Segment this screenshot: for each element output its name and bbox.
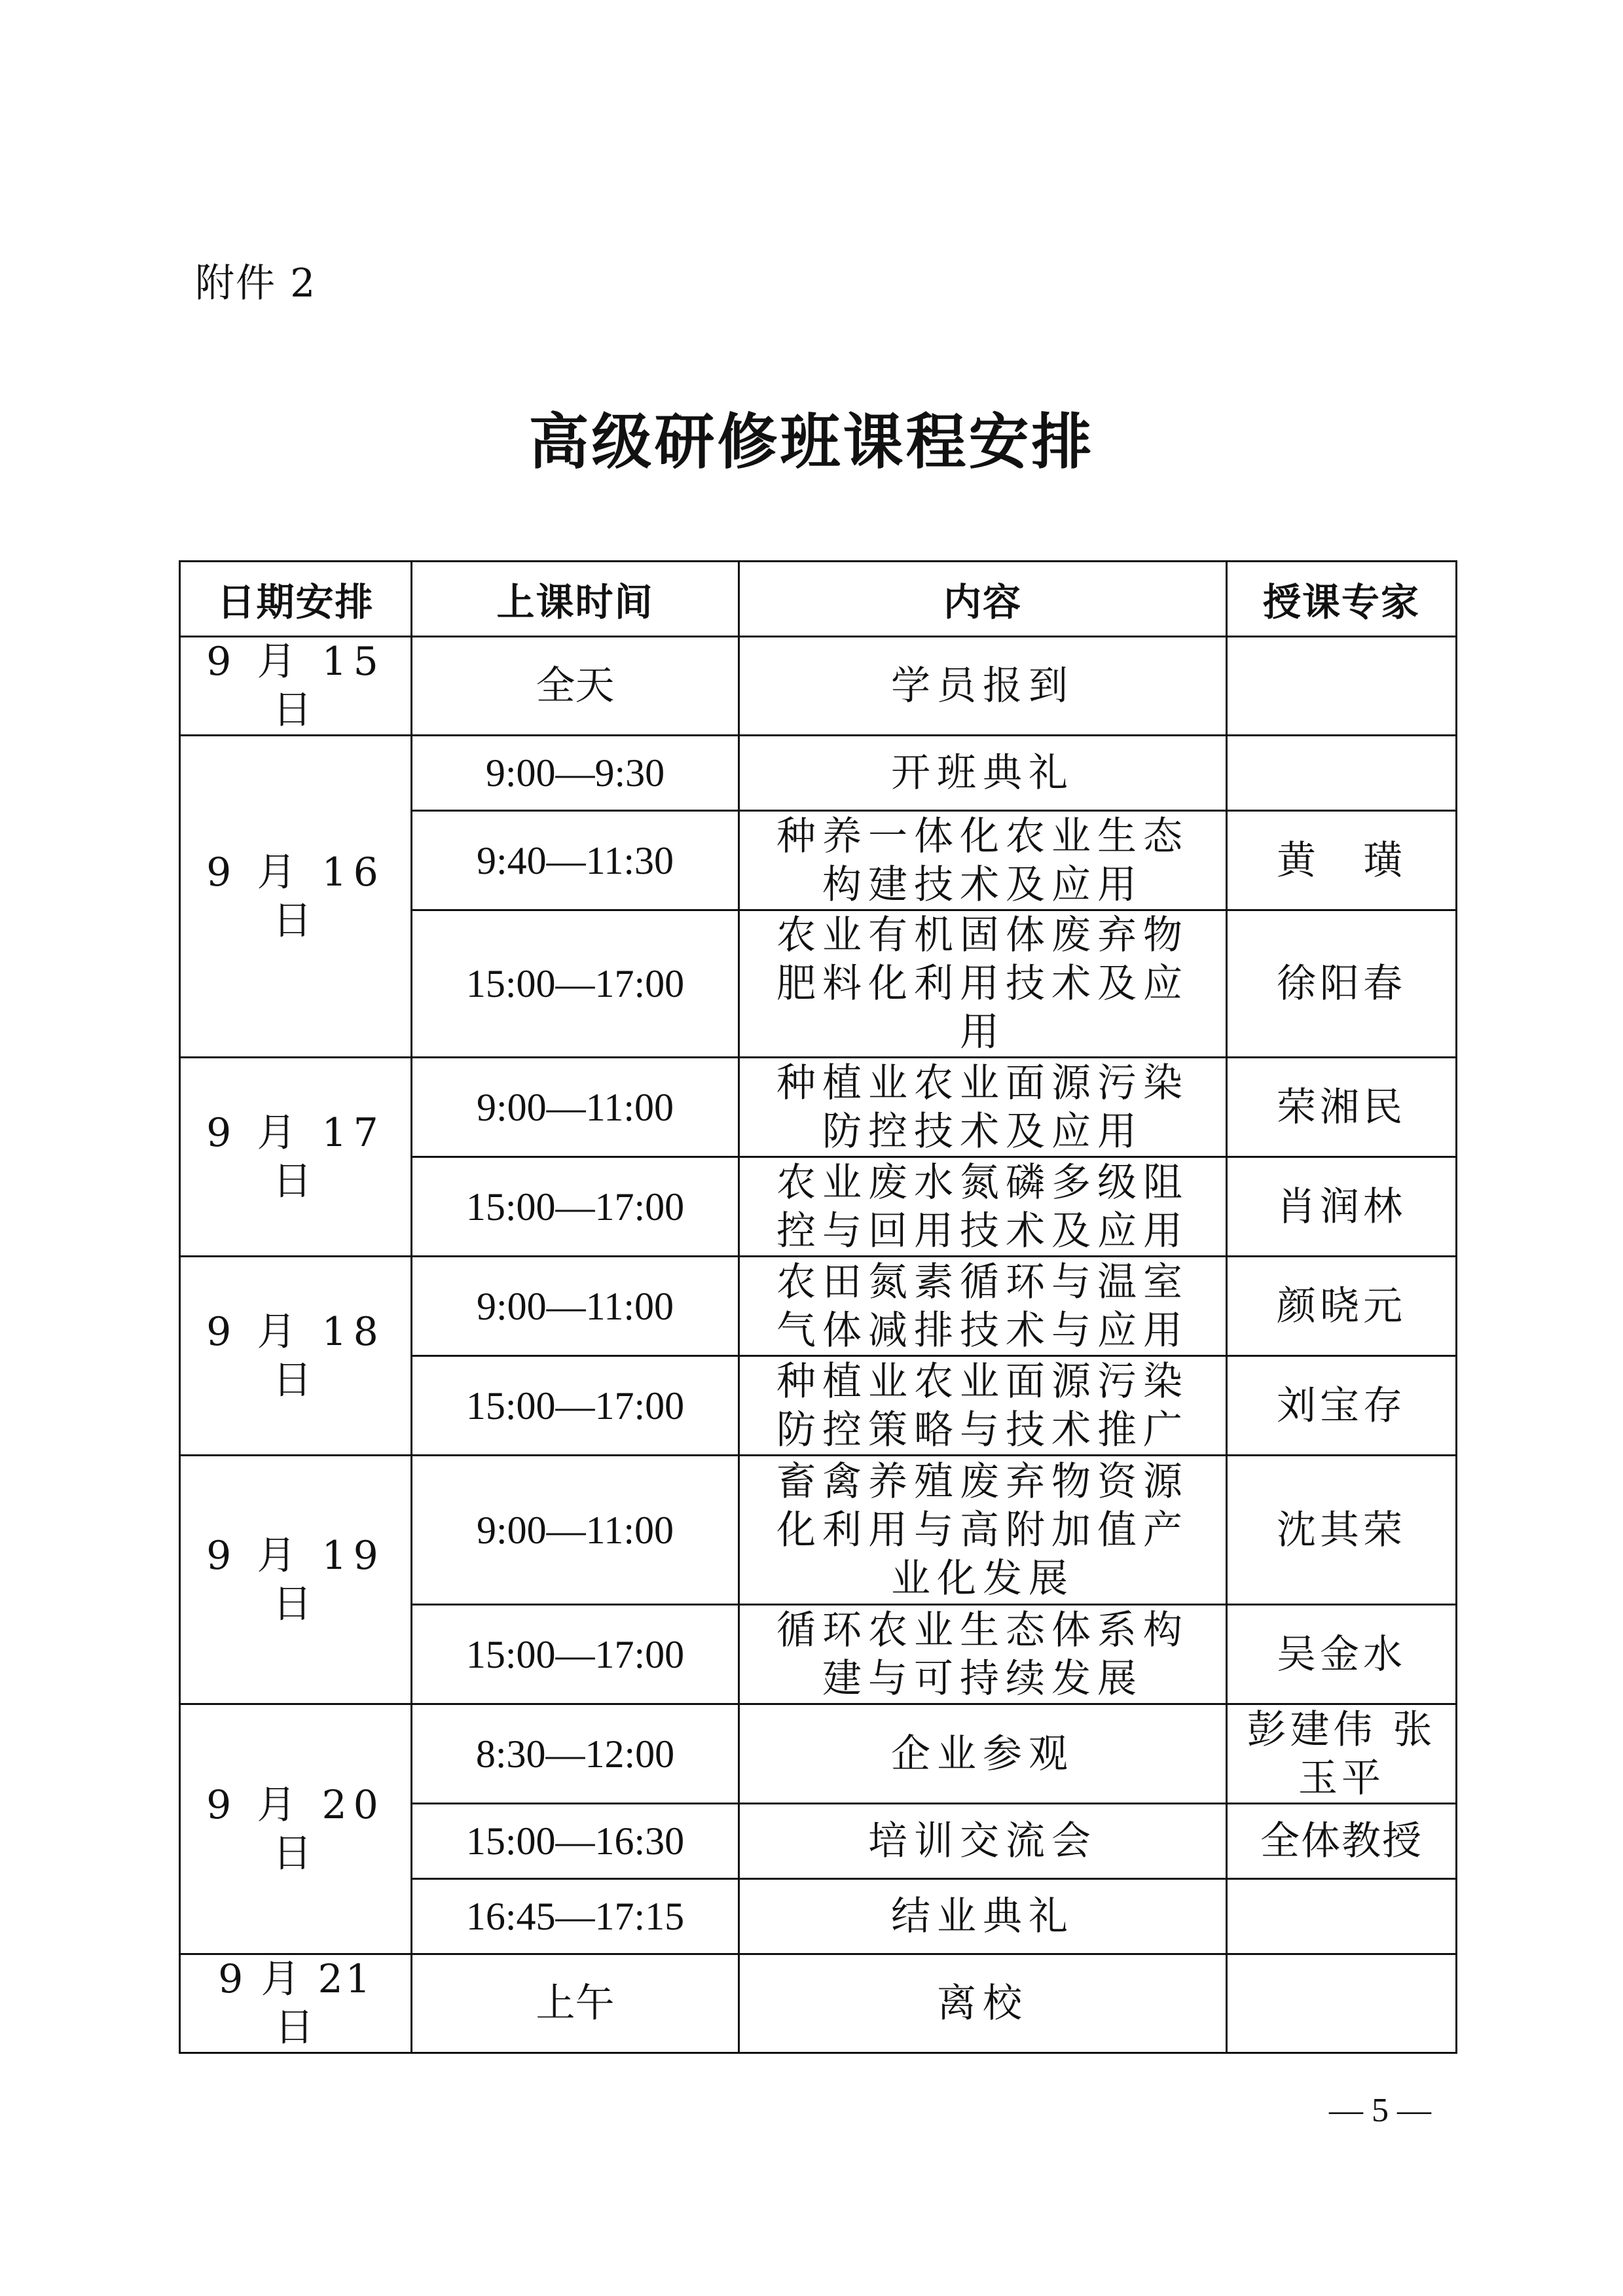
- table-row: [180, 637, 1457, 736]
- content-cell: 农业有机固体废弃物肥料化利用技术及应用: [739, 910, 1227, 1058]
- date-cell: 9 月 21 日: [180, 1954, 412, 2053]
- content-cell: 种养一体化农业生态构建技术及应用: [739, 811, 1227, 910]
- time-cell: 15:00—17:00: [412, 1356, 739, 1456]
- time-cell: 9:00—11:00: [412, 1456, 739, 1605]
- content-cell: 培训交流会: [739, 1804, 1227, 1879]
- table-row: [180, 736, 1457, 811]
- table-row: [180, 1058, 1457, 1157]
- content-cell: 农田氮素循环与温室气体减排技术与应用: [739, 1257, 1227, 1356]
- expert-cell: 彭建伟 张玉平: [1227, 1704, 1457, 1804]
- content-cell: 离校: [739, 1954, 1227, 2053]
- time-cell: 全天: [412, 637, 739, 736]
- header-time: 上课时间: [412, 562, 739, 637]
- table-row: [180, 1704, 1457, 1804]
- header-expert: 授课专家: [1227, 562, 1457, 637]
- time-cell: 15:00—17:00: [412, 1605, 739, 1704]
- content-cell: 开班典礼: [739, 736, 1227, 811]
- expert-cell: 全体教授: [1227, 1804, 1457, 1879]
- table-row: [180, 1456, 1457, 1605]
- content-cell: 种植业农业面源污染防控策略与技术推广: [739, 1356, 1227, 1456]
- table-row: [180, 1954, 1457, 2053]
- date-cell: 9 月 20 日: [180, 1704, 412, 1954]
- schedule-table: [179, 560, 1457, 2054]
- content-cell: 种植业农业面源污染防控技术及应用: [739, 1058, 1227, 1157]
- expert-cell: [1227, 736, 1457, 811]
- time-cell: 15:00—17:00: [412, 1157, 739, 1257]
- date-cell: 9 月 19 日: [180, 1456, 412, 1704]
- time-cell: 8:30—12:00: [412, 1704, 739, 1804]
- date-cell: 9 月 17 日: [180, 1058, 412, 1257]
- attachment-label: 附件 2: [195, 260, 317, 306]
- header-content: 内容: [739, 562, 1227, 637]
- time-cell: 9:00—9:30: [412, 736, 739, 811]
- table-header-row: [180, 562, 1457, 637]
- content-cell: 农业废水氮磷多级阻控与回用技术及应用: [739, 1157, 1227, 1257]
- time-cell: 15:00—17:00: [412, 910, 739, 1058]
- time-cell: 15:00—16:30: [412, 1804, 739, 1879]
- expert-cell: [1227, 1954, 1457, 2053]
- table-row: [180, 1257, 1457, 1356]
- date-cell: 9 月 16 日: [180, 736, 412, 1058]
- content-cell: 循环农业生态体系构建与可持续发展: [739, 1605, 1227, 1704]
- expert-cell: 吴金水: [1227, 1605, 1457, 1704]
- page-title: 高级研修班课程安排: [528, 406, 1095, 477]
- time-cell: 9:00—11:00: [412, 1058, 739, 1157]
- page-number: — 5 —: [1329, 2092, 1431, 2129]
- content-cell: 学员报到: [739, 637, 1227, 736]
- expert-cell: [1227, 1879, 1457, 1954]
- expert-cell: 刘宝存: [1227, 1356, 1457, 1456]
- expert-cell: 荣湘民: [1227, 1058, 1457, 1157]
- content-cell: 企业参观: [739, 1704, 1227, 1804]
- date-cell: 9 月 18 日: [180, 1257, 412, 1456]
- content-cell: 畜禽养殖废弃物资源化利用与高附加值产业化发展: [739, 1456, 1227, 1605]
- content-cell: 结业典礼: [739, 1879, 1227, 1954]
- expert-cell: 颜晓元: [1227, 1257, 1457, 1356]
- time-cell: 9:40—11:30: [412, 811, 739, 910]
- header-date: 日期安排: [180, 562, 412, 637]
- expert-cell: 黄 璜: [1227, 811, 1457, 910]
- time-cell: 16:45—17:15: [412, 1879, 739, 1954]
- expert-cell: 徐阳春: [1227, 910, 1457, 1058]
- expert-cell: 肖润林: [1227, 1157, 1457, 1257]
- expert-cell: 沈其荣: [1227, 1456, 1457, 1605]
- date-cell: 9 月 15 日: [180, 637, 412, 736]
- time-cell: 上午: [412, 1954, 739, 2053]
- expert-cell: [1227, 637, 1457, 736]
- time-cell: 9:00—11:00: [412, 1257, 739, 1356]
